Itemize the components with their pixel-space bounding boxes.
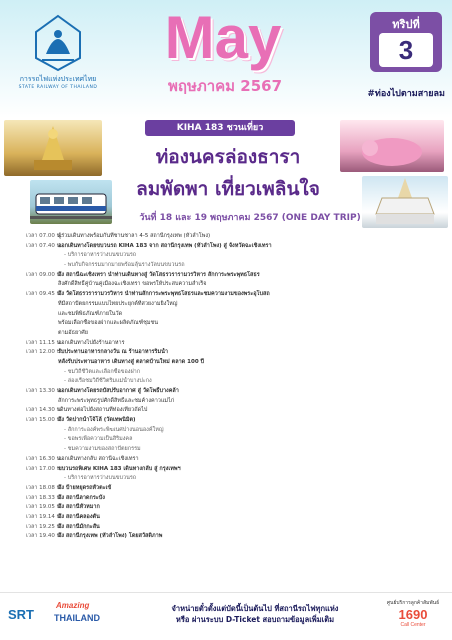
itinerary-row: [26, 280, 436, 290]
itinerary-row: [26, 474, 436, 484]
itinerary-row: [26, 310, 436, 320]
itinerary-text: - พบกับกิจกรรมมากมายพร้อมลุ้นรางวัลบนขบวนรถ: [64, 262, 185, 269]
itinerary-row: [26, 503, 436, 513]
itinerary-time: เวลา 14.30 น.: [26, 407, 63, 414]
itinerary-row: [26, 319, 436, 329]
itinerary-text: - ชมความงามของสถาปัตยกรรม: [64, 446, 141, 453]
itinerary-row: [26, 271, 436, 281]
itinerary-text: ที่มีสถาปัตยกรรมแบบไทยประยุกต์ที่สวยงามยิ่งใหญ่: [58, 300, 178, 307]
itinerary-row: [26, 329, 436, 339]
itinerary-text: หลังรับประทานอาหาร เดินทางสู่ ตลาดบ้านใหม่ ตลาด 100 ปี: [58, 358, 205, 365]
logo-english-text: STATE RAILWAY OF THAILAND: [18, 85, 98, 90]
trip-number: 3: [379, 33, 433, 67]
srt-footer-logo: SRT: [8, 607, 34, 622]
itinerary-text: เดินทางต่อไปยังสถานที่ท่องเที่ยวถัดไป: [58, 407, 148, 414]
white-temple-icon: [362, 176, 448, 228]
itinerary-row: [26, 523, 436, 533]
itinerary-row: [26, 348, 436, 358]
itinerary-text: และชมพิพิธภัณฑ์ภายในวัด: [58, 310, 123, 317]
itinerary-time: เวลา 19.14 น.: [26, 513, 63, 520]
itinerary-text: ขบวนรถพิเศษ KIHA 183 เดินทางกลับ สู่ กรุงเทพฯ: [58, 465, 181, 472]
trip-badge: [370, 12, 442, 72]
itinerary-row: [26, 358, 436, 368]
itinerary-text: ถึง สถานีกรุงเทพ (หัวลำโพง) โดยสวัสดิภาพ: [58, 533, 163, 540]
hashtag: #ท่องไปตามสายลม: [367, 89, 445, 99]
itinerary-time: เวลา 18.08 น.: [26, 484, 63, 491]
itinerary-row: [26, 494, 436, 504]
trip-label: ทริปที่: [392, 18, 420, 31]
itinerary-time: เวลา 12.00 น.: [26, 349, 63, 356]
kiha-pill: KIHA 183 ชวนเที่ยว: [145, 120, 295, 136]
footer-line-1: จำหน่ายตั๋วตั้งแต่บัดนี้เป็นต้นไป ที่สถานีรถไฟทุกแห่ง: [171, 604, 339, 613]
itinerary-row: [26, 251, 436, 261]
itinerary-text: - บริการอาหารว่างบนขบวนรถ: [64, 475, 137, 482]
train-icon: [30, 180, 112, 224]
itinerary-list: [26, 232, 436, 588]
itinerary-text: - ขอพรเพื่อความเป็นสิริมงคล: [64, 436, 133, 443]
itinerary-time: เวลา 16.30 น.: [26, 455, 63, 462]
itinerary-time: เวลา 19.25 น.: [26, 523, 63, 530]
itinerary-time: เวลา 13.30 น.: [26, 388, 63, 394]
itinerary-text: - บริการอาหารว่างบนขบวนรถ: [64, 252, 137, 259]
itinerary-time: เวลา 19.40 น.: [26, 533, 63, 540]
itinerary-row: [26, 416, 436, 426]
shrine-photo-right: [340, 120, 444, 172]
itinerary-row: [26, 339, 436, 349]
itinerary-text: พร้อมเลือกซื้อของฝากและผลิตภัณฑ์ชุมชน: [58, 320, 158, 327]
itinerary-time: เวลา 11.15 น.: [26, 339, 63, 346]
srt-logo: [18, 14, 98, 94]
itinerary-row: [26, 532, 436, 542]
itinerary-row: [26, 513, 436, 523]
itinerary-row: [26, 261, 436, 271]
logo-thai-text: การรถไฟแห่งประเทศไทย: [19, 75, 97, 83]
itinerary-text: - ล่องเรือชมวิถีชีวิตริมแม่น้ำบางปะกง: [64, 378, 152, 385]
itinerary-row: [26, 300, 436, 310]
itinerary-text: ตามอัธยาศัย: [58, 329, 88, 336]
itinerary-text: ถึง สถานีคลองตัน: [58, 513, 100, 520]
title-line-2: ลมพัดพา เที่ยวเพลินใจ: [136, 178, 320, 200]
itinerary-time: เวลา 09.45 น.: [26, 291, 63, 298]
call-center-label: ศูนย์บริการลูกค้าสัมพันธ์: [386, 600, 440, 606]
itinerary-text: - สักการะองค์พระพิฆเนศปางนอนองค์ใหญ่: [64, 426, 164, 433]
itinerary-row: [26, 465, 436, 475]
itinerary-text: - ชมวิถีชีวิตและเลือกซื้อของฝาก: [64, 368, 141, 375]
itinerary-text: รับประทานอาหารกลางวัน ณ ร้านอาหารริมน้ำ: [58, 349, 168, 356]
itinerary-text: ถึง ป้ายหยุดรถหัวตะเข้: [58, 484, 112, 491]
itinerary-row: [26, 426, 436, 436]
footer-line-2: หรือ ผ่านระบบ D-Ticket สอบถามข้อมูลเพิ่มเติม: [175, 615, 335, 624]
itinerary-text: ออกเดินทางกลับ สถานีฉะเชิงเทรา: [58, 455, 139, 462]
temple-photo-left: [4, 120, 102, 176]
itinerary-time: เวลา 07.00 น.: [26, 233, 63, 239]
itinerary-text: ผู้ร่วมเดินทางพร้อมกันที่ชานชาลา 4-5 สถานีกรุงเทพ (หัวลำโพง): [58, 233, 211, 239]
itinerary-row: [26, 455, 436, 465]
itinerary-row: [26, 406, 436, 416]
srt-emblem-icon: [32, 14, 84, 72]
itinerary-row: [26, 290, 436, 300]
year-subtitle: พฤษภาคม 2567: [167, 77, 283, 95]
itinerary-time: เวลา 07.40 น.: [26, 242, 63, 249]
itinerary-row: [26, 397, 436, 407]
itinerary-text: ถึง สถานีฉะเชิงเทรา นำท่านเดินทางสู่ วัดโสธรวรารามวรวิหาร สักการะพระพุทธโสธร: [58, 271, 260, 278]
itinerary-text: ถึง สถานีลาดกระบัง: [58, 494, 105, 501]
itinerary-row: [26, 435, 436, 445]
itinerary-text: สักการะพระพุทธรูปศักดิ์สิทธิ์และชมค้างคาวแม่ไก่: [58, 397, 175, 404]
hero-banner: [0, 118, 452, 230]
itinerary-text: ถึง วัดปากน้ำโจ้โล้ (วัดเทพนิมิต): [58, 417, 136, 424]
itinerary-row: [26, 484, 436, 494]
itinerary-row: [26, 445, 436, 455]
itinerary-time: เวลา 18.33 น.: [26, 494, 63, 501]
itinerary-text: สิ่งศักดิ์สิทธิ์คู่บ้านคู่เมืองฉะเชิงเทรา ขอพรให้ประสบความสำเร็จ: [58, 281, 207, 288]
itinerary-text: ออกเดินทางไปยังร้านอาหาร: [58, 339, 125, 346]
temple-photo-right: [362, 176, 448, 228]
month-title: May: [164, 4, 282, 71]
itinerary-time: เวลา 17.00 น.: [26, 465, 63, 472]
pink-ganesh-icon: [340, 120, 444, 172]
call-center-text: Call Center: [400, 622, 426, 628]
date-line: วันที่ 18 และ 19 พฤษภาคม 2567 (ONE DAY TRIP): [139, 213, 361, 223]
itinerary-text: ถึง สถานีหัวหมาก: [58, 504, 100, 511]
itinerary-text: ออกเดินทางโดยขบวนรถ KIHA 183 จาก สถานีกรุงเทพ (หัวลำโพง) สู่ จังหวัดฉะเชิงเทรา: [58, 242, 272, 249]
thailand-text: THAILAND: [54, 613, 100, 623]
golden-buddha-icon: [4, 120, 102, 176]
itinerary-row: [26, 377, 436, 387]
itinerary-text: ถึง วัดโสธรวรารามวรวิหาร นำท่านสักการะพระพุทธโสธรและชมความงามของพระอุโบสถ: [58, 291, 270, 298]
itinerary-row: [26, 387, 436, 397]
amazing-text: Amazing: [56, 601, 90, 610]
call-center: [380, 599, 446, 628]
call-center-number: 1690: [398, 607, 428, 622]
itinerary-row: [26, 242, 436, 252]
itinerary-time: เวลา 19.05 น.: [26, 504, 63, 511]
itinerary-time: เวลา 09.00 น.: [26, 271, 63, 278]
footer-text: [140, 603, 370, 625]
itinerary-time: เวลา 15.00 น.: [26, 417, 63, 424]
itinerary-text: ออกเดินทางโดยรถบัสปรับอากาศ สู่ วัดโพธิ์บางคล้า: [58, 388, 179, 394]
footer: [0, 592, 452, 640]
itinerary-row: [26, 232, 436, 242]
title-line-1: ท่องนครล่องธารา: [155, 146, 301, 168]
itinerary-text: ถึง สถานีมักกะสัน: [58, 523, 100, 530]
itinerary-row: [26, 368, 436, 378]
train-photo: [30, 180, 112, 224]
header: [0, 0, 452, 118]
